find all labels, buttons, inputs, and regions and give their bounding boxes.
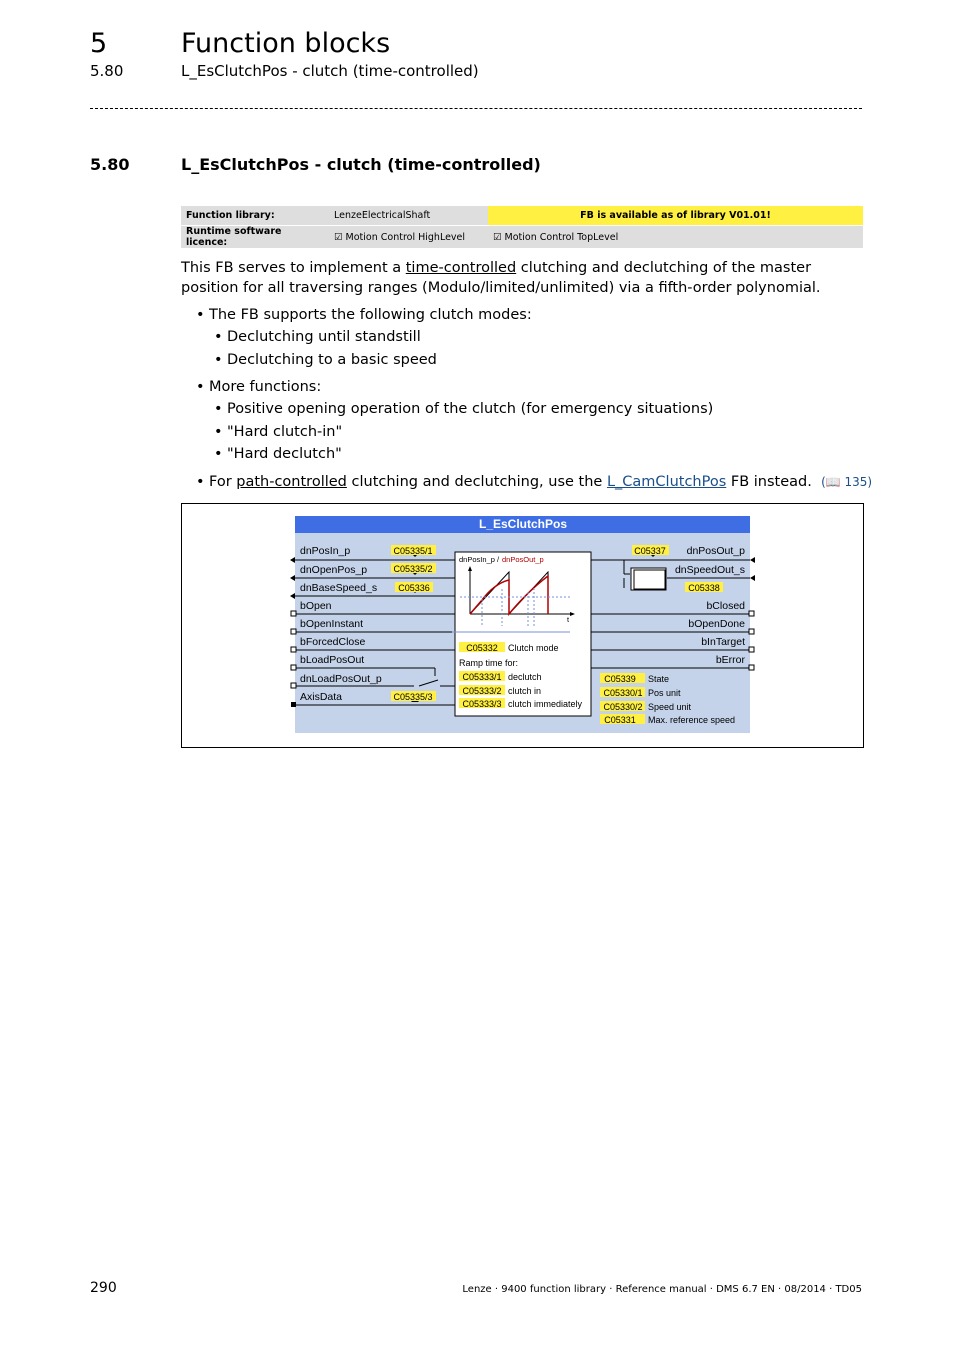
- code-C05335-1: C05335/1: [393, 546, 433, 556]
- output-bError: bError: [715, 654, 745, 666]
- list-item: • More functions:: [196, 379, 322, 395]
- input-bLoadPosOut: bLoadPosOut: [300, 654, 365, 666]
- function-block-diagram: [182, 504, 863, 747]
- licence-highlevel: ☑ Motion Control HighLevel: [329, 226, 488, 249]
- code-C05331: C05331: [604, 715, 636, 725]
- input-dnBaseSpeed_s: dnBaseSpeed_s: [300, 582, 378, 594]
- list-item: • The FB supports the following clutch modes:: [196, 307, 532, 323]
- chapter-number: 5: [90, 28, 108, 59]
- availability-note: FB is available as of library V01.01!: [488, 206, 863, 226]
- section-title: L_EsClutchPos - clutch (time-controlled): [181, 155, 541, 174]
- section-number: 5.80: [90, 155, 130, 174]
- clutch-mode-label: Clutch mode: [508, 643, 559, 653]
- list-item-text: Declutching until standstill: [227, 329, 421, 345]
- licence-toplevel: ☑ Motion Control TopLevel: [488, 226, 863, 249]
- output-bOpenDone: bOpenDone: [688, 618, 745, 630]
- list-item: • Declutching to a basic speed: [214, 352, 437, 368]
- ramp-clutch-immediately: clutch immediately: [508, 699, 583, 709]
- input-bForcedClose: bForcedClose: [300, 636, 366, 648]
- list-item-text: "Hard clutch-in": [227, 424, 343, 440]
- chapter-title: Function blocks: [181, 28, 391, 59]
- figure-frame: [181, 503, 864, 748]
- list-item-text: More functions:: [209, 379, 322, 395]
- code-C05330-1: C05330/1: [603, 688, 643, 698]
- code-C05332: C05332: [466, 643, 498, 653]
- graph-label-out: dnPosOut_p: [502, 555, 544, 564]
- graph-t-label: t: [567, 615, 570, 624]
- list-item-text: Declutching to a basic speed: [227, 352, 437, 368]
- table-row: [181, 226, 863, 249]
- footer-text: Lenze · 9400 function library · Reference manual · DMS 6.7 EN · 08/2014 · TD05: [462, 1284, 862, 1295]
- code-C05339: C05339: [604, 674, 636, 684]
- list-item: • For path-controlled clutching and declutching, use the L_CamClutchPos FB instead. (📖 135): [196, 474, 873, 490]
- page-number: 290: [90, 1280, 117, 1296]
- graph-label-in: dnPosIn_p /: [459, 555, 500, 564]
- licence-label: Runtime software licence:: [181, 226, 329, 249]
- code-C05337: C05337: [634, 546, 666, 556]
- intro-text: This FB serves to implement a: [181, 260, 406, 276]
- time-controlled-term: time-controlled: [405, 260, 517, 276]
- list-item: • Declutching until standstill: [214, 329, 421, 345]
- input-bOpenInstant: bOpenInstant: [300, 618, 364, 630]
- intro-paragraph: [181, 258, 871, 298]
- input-AxisData: AxisData: [300, 691, 343, 703]
- list-item-text: For: [209, 474, 237, 490]
- input-bOpen: bOpen: [300, 600, 332, 612]
- code-C05333-2: C05333/2: [462, 686, 502, 696]
- input-dnPosIn_p: dnPosIn_p: [300, 545, 351, 557]
- ramp-declutch: declutch: [508, 672, 542, 682]
- path-controlled-term: path-controlled: [236, 474, 347, 490]
- status-speed-unit: Speed unit: [648, 702, 692, 712]
- output-bInTarget: bInTarget: [701, 636, 745, 648]
- fb-title: L_EsClutchPos: [478, 517, 568, 531]
- list-item: • Positive opening operation of the clutch (for emergency situations): [214, 401, 714, 417]
- input-dnLoadPosOut_p: dnLoadPosOut_p: [300, 673, 382, 685]
- ramp-time-label: Ramp time for:: [459, 658, 519, 668]
- list-item-text: "Hard declutch": [227, 446, 342, 462]
- status-state: State: [648, 674, 670, 684]
- status-max-ref-speed: Max. reference speed: [648, 715, 736, 725]
- camclutchpos-link[interactable]: L_CamClutchPos: [606, 474, 727, 490]
- code-C05338: C05338: [688, 583, 720, 593]
- code-C05335-2: C05335/2: [393, 564, 433, 574]
- list-item: • "Hard clutch-in": [214, 424, 343, 440]
- input-dnOpenPos_p: dnOpenPos_p: [300, 564, 368, 576]
- function-library-label: Function library:: [181, 206, 329, 226]
- code-C05333-3: C05333/3: [462, 699, 502, 709]
- header-separator: [90, 108, 862, 109]
- list-item: • "Hard declutch": [214, 446, 342, 462]
- code-C05330-2: C05330/2: [603, 702, 643, 712]
- library-info-table: [181, 206, 863, 249]
- output-dnSpeedOut_s: dnSpeedOut_s: [674, 564, 745, 576]
- output-bClosed: bClosed: [706, 600, 745, 612]
- code-C05336: C05336: [398, 583, 430, 593]
- list-item-text: Positive opening operation of the clutch (for emergency situations): [227, 401, 714, 417]
- code-C05333-1: C05333/1: [462, 672, 502, 682]
- table-row: [181, 206, 863, 226]
- intro-text-rest: clutching and declutching of the master position for all traversing ranges (Modulo/limited/unlimited) via a fifth-order polynomial.: [181, 260, 821, 296]
- list-item-text: The FB supports the following clutch modes:: [209, 307, 532, 323]
- code-C05335-3: C05335/3: [393, 692, 433, 702]
- ramp-clutch-in: clutch in: [508, 686, 542, 696]
- subchapter-title: L_EsClutchPos - clutch (time-controlled): [181, 62, 479, 80]
- list-item-text: clutching and declutching, use the: [346, 474, 607, 490]
- output-dnPosOut_p: dnPosOut_p: [686, 545, 745, 557]
- subchapter-number: 5.80: [90, 62, 124, 80]
- page-reference-link[interactable]: (📖 135): [821, 475, 873, 489]
- list-item-text: FB instead.: [726, 474, 812, 490]
- function-library-value: LenzeElectricalShaft: [329, 206, 488, 226]
- status-pos-unit: Pos unit: [648, 688, 681, 698]
